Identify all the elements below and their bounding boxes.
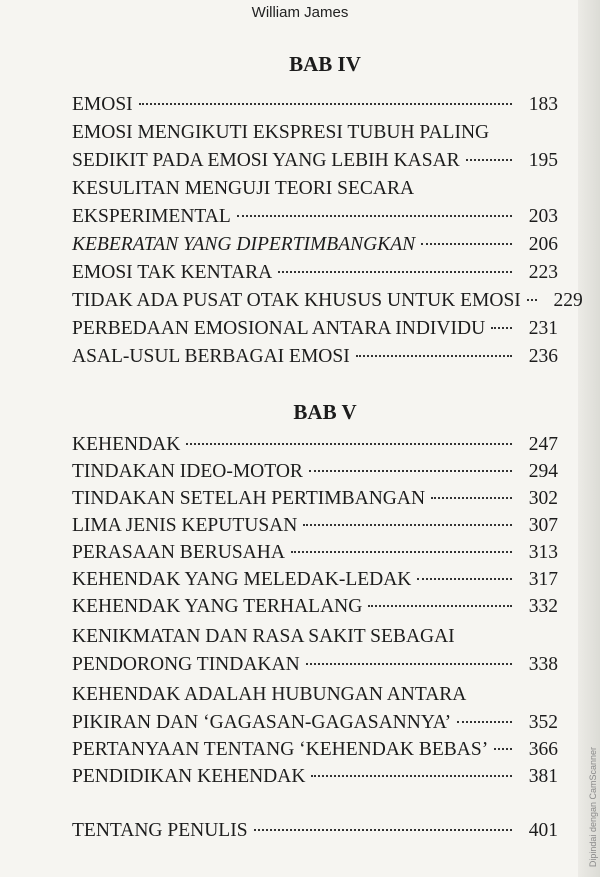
toc-entry xyxy=(72,710,558,736)
toc-entry-title: TIDAK ADA PUSAT OTAK KHUSUS UNTUK EMOSI xyxy=(72,290,521,311)
toc-entry-title: KEHENDAK YANG TERHALANG xyxy=(72,596,363,617)
dot-leader xyxy=(186,443,512,445)
dot-leader xyxy=(356,355,512,357)
toc-entry-page: 236 xyxy=(528,346,558,367)
toc-entry-tentang-penulis xyxy=(72,818,558,844)
dot-leader xyxy=(431,497,512,499)
dot-leader xyxy=(291,551,512,553)
toc-entry-page: 294 xyxy=(528,461,558,482)
toc-entry-title: KEHENDAK YANG MELEDAK-LEDAK xyxy=(72,569,412,590)
toc-entry-title: LIMA JENIS KEPUTUSAN xyxy=(72,515,298,536)
toc-entry xyxy=(72,344,558,370)
dot-leader xyxy=(491,327,512,329)
toc-entry-title: KEBERATAN YANG DIPERTIMBANGKAN xyxy=(72,234,416,255)
dot-leader xyxy=(254,829,512,831)
toc-entry-title: EMOSI MENGIKUTI EKSPRESI TUBUH PALING xyxy=(72,122,490,143)
toc-entry-page: 183 xyxy=(528,94,558,115)
toc-entry-page: 231 xyxy=(528,318,558,339)
toc-entry-title: EMOSI TAK KENTARA xyxy=(72,262,273,283)
dot-leader xyxy=(527,299,537,301)
toc-entry xyxy=(72,432,558,458)
toc-entry-page: 366 xyxy=(528,739,558,760)
dot-leader xyxy=(309,470,512,472)
toc-entry-title: KEHENDAK xyxy=(72,434,181,455)
toc-entry xyxy=(72,594,558,620)
toc-entry xyxy=(72,624,558,650)
toc-entry-page: 302 xyxy=(528,488,558,509)
toc-entry-title: KENIKMATAN DAN RASA SAKIT SEBAGAI xyxy=(72,626,455,647)
toc-entry xyxy=(72,316,558,342)
dot-leader xyxy=(306,663,512,665)
toc-entry xyxy=(72,260,558,286)
toc-entry-title: EKSPERIMENTAL xyxy=(72,206,231,227)
toc-entry-title: KESULITAN MENGUJI TEORI SECARA xyxy=(72,178,415,199)
dot-leader xyxy=(466,159,512,161)
dot-leader xyxy=(421,243,512,245)
dot-leader xyxy=(237,215,512,217)
toc-entry-page: 247 xyxy=(528,434,558,455)
running-head: William James xyxy=(251,4,349,21)
toc-entry xyxy=(72,232,558,258)
toc-entry-page: 307 xyxy=(528,515,558,536)
toc-entry-title: TINDAKAN IDEO-MOTOR xyxy=(72,461,303,482)
toc-entry-page: 401 xyxy=(528,820,558,841)
toc-entry-title: EMOSI xyxy=(72,94,133,115)
toc-entry-page: 332 xyxy=(528,596,558,617)
dot-leader xyxy=(139,103,512,105)
toc-entry-page: 203 xyxy=(528,206,558,227)
toc-entry-page: 317 xyxy=(528,569,558,590)
toc-entry-title: TINDAKAN SETELAH PERTIMBANGAN xyxy=(72,488,426,509)
dot-leader xyxy=(494,748,512,750)
chapter-heading-bab-iv: BAB IV xyxy=(289,52,361,76)
toc-entry-page: 223 xyxy=(528,262,558,283)
toc-entry xyxy=(72,92,558,118)
toc-entry xyxy=(72,176,558,202)
toc-entry xyxy=(72,148,558,174)
toc-entry xyxy=(72,459,558,485)
toc-entry-title: PERBEDAAN EMOSIONAL ANTARA INDIVIDU xyxy=(72,318,486,339)
dot-leader xyxy=(417,578,512,580)
toc-entry-page: 229 xyxy=(553,290,583,311)
page-edge-shadow xyxy=(578,0,600,877)
toc-entry-page: 195 xyxy=(528,150,558,171)
toc-entry-title: ASAL-USUL BERBAGAI EMOSI xyxy=(72,346,350,367)
toc-entry xyxy=(72,652,558,678)
toc-entry-page: 381 xyxy=(528,766,558,787)
toc-entry-title: PERTANYAAN TENTANG ‘KEHENDAK BEBAS’ xyxy=(72,739,489,760)
toc-entry-page: 338 xyxy=(528,654,558,675)
toc-entry-title: PENDORONG TINDAKAN xyxy=(72,654,300,675)
toc-entry xyxy=(72,513,558,539)
toc-entry-title: TENTANG PENULIS xyxy=(72,820,248,841)
scanner-watermark: Dipindai dengan CamScanner xyxy=(588,746,598,867)
toc-entry xyxy=(72,540,558,566)
toc-entry xyxy=(72,120,558,146)
toc-entry xyxy=(72,288,583,314)
chapter-heading-bab-v: BAB V xyxy=(293,400,357,424)
toc-entry xyxy=(72,567,558,593)
toc-entry-title: PIKIRAN DAN ‘GAGASAN-GAGASANNYA’ xyxy=(72,712,452,733)
toc-entry-title: SEDIKIT PADA EMOSI YANG LEBIH KASAR xyxy=(72,150,460,171)
dot-leader xyxy=(303,524,512,526)
dot-leader xyxy=(278,271,512,273)
toc-entry-page: 352 xyxy=(528,712,558,733)
dot-leader xyxy=(368,605,512,607)
toc-entry-page: 313 xyxy=(528,542,558,563)
dot-leader xyxy=(457,721,512,723)
toc-entry xyxy=(72,204,558,230)
toc-entry-title: PENDIDIKAN KEHENDAK xyxy=(72,766,306,787)
toc-entry xyxy=(72,737,558,763)
toc-entry xyxy=(72,682,558,708)
toc-entry xyxy=(72,486,558,512)
toc-entry-title: PERASAAN BERUSAHA xyxy=(72,542,285,563)
toc-entry-title: KEHENDAK ADALAH HUBUNGAN ANTARA xyxy=(72,684,467,705)
toc-entry xyxy=(72,764,558,790)
dot-leader xyxy=(311,775,512,777)
toc-entry-page: 206 xyxy=(528,234,558,255)
